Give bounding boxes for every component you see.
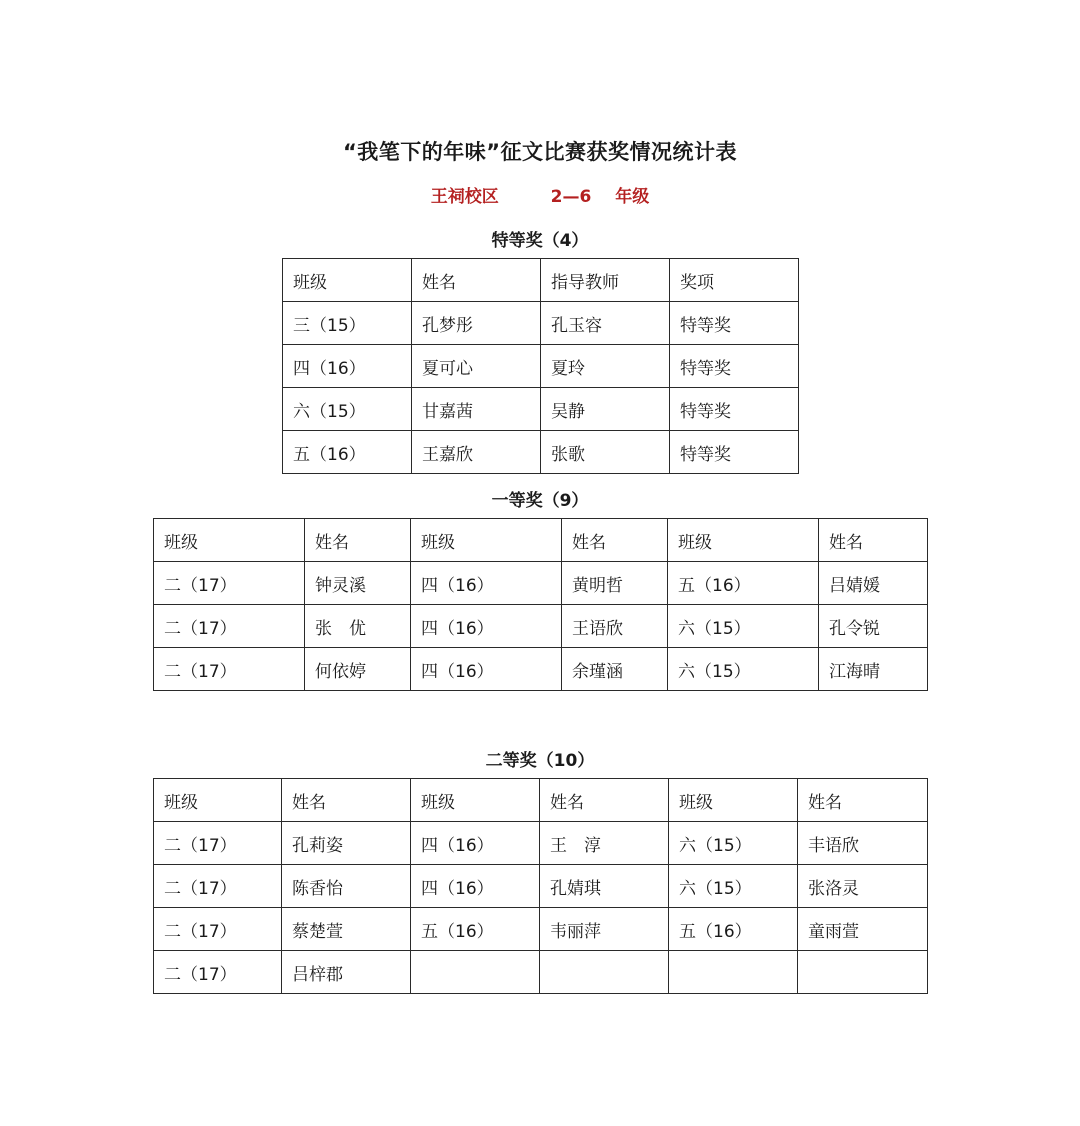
header-cell: 班级: [668, 519, 819, 562]
table-cell: 二（17）: [154, 648, 305, 691]
table-row: [154, 822, 928, 865]
header-cell: 姓名: [819, 519, 928, 562]
header-cell: 姓名: [562, 519, 668, 562]
table-cell: 特等奖: [670, 345, 799, 388]
table-cell: 特等奖: [670, 388, 799, 431]
table-cell: 六（15）: [283, 388, 412, 431]
table-cell: 孔梦彤: [412, 302, 541, 345]
header-cell: 班级: [154, 519, 305, 562]
table-cell: 王语欣: [562, 605, 668, 648]
table-cell: 二（17）: [154, 908, 282, 951]
header-cell: 姓名: [305, 519, 411, 562]
first-prize-heading: 一等奖（9）: [491, 491, 589, 511]
table-row: [283, 345, 799, 388]
table-cell: 四（16）: [411, 605, 562, 648]
table-cell: 张洛灵: [798, 865, 928, 908]
header-cell: 班级: [669, 779, 798, 822]
table-cell: 蔡楚萱: [282, 908, 411, 951]
table-header-row: [154, 779, 928, 822]
table-cell: 五（16）: [668, 562, 819, 605]
table-cell: 丰语欣: [798, 822, 928, 865]
table-cell: 二（17）: [154, 562, 305, 605]
grade-range-label: 2—6 年级: [550, 187, 650, 207]
table-cell: 余瑾涵: [562, 648, 668, 691]
table-cell: 黄明哲: [562, 562, 668, 605]
subtitle: [0, 182, 1080, 207]
table-cell: 五（16）: [283, 431, 412, 474]
table-cell: 三（15）: [283, 302, 412, 345]
table-row: [283, 431, 799, 474]
page-title: “我笔下的年味”征文比赛获奖情况统计表: [342, 140, 738, 164]
table-cell: 二（17）: [154, 865, 282, 908]
table-cell: 六（15）: [668, 648, 819, 691]
special-prize-heading: 特等奖（4）: [491, 231, 589, 251]
table-cell: 江海晴: [819, 648, 928, 691]
header-cell: 姓名: [798, 779, 928, 822]
table-row: [283, 388, 799, 431]
table-cell: 孔玉容: [541, 302, 670, 345]
special-prize-table: [282, 258, 799, 474]
table-cell: 六（15）: [668, 605, 819, 648]
table-cell: 四（16）: [411, 822, 540, 865]
table-cell: 四（16）: [411, 648, 562, 691]
table-cell: 夏玲: [541, 345, 670, 388]
table-cell: 六（15）: [669, 865, 798, 908]
table-cell: 甘嘉茜: [412, 388, 541, 431]
header-cell: 班级: [154, 779, 282, 822]
table-cell: 孔令锐: [819, 605, 928, 648]
table-cell: 特等奖: [670, 431, 799, 474]
table-cell: 何依婷: [305, 648, 411, 691]
table-row: [154, 951, 928, 994]
table-header-row: [283, 259, 799, 302]
table-cell: 夏可心: [412, 345, 541, 388]
table-cell: [411, 951, 540, 994]
header-cell: 班级: [283, 259, 412, 302]
table-cell: 二（17）: [154, 822, 282, 865]
table-cell: 陈香怡: [282, 865, 411, 908]
table-cell: 张歌: [541, 431, 670, 474]
table-cell: 二（17）: [154, 951, 282, 994]
table-cell: 王 淳: [540, 822, 669, 865]
header-cell: 班级: [411, 519, 562, 562]
table-cell: [540, 951, 669, 994]
second-prize-heading: 二等奖（10）: [485, 751, 595, 771]
table-cell: 王嘉欣: [412, 431, 541, 474]
header-cell: 奖项: [670, 259, 799, 302]
table-cell: 二（17）: [154, 605, 305, 648]
table-row: [283, 302, 799, 345]
table-cell: 五（16）: [669, 908, 798, 951]
table-cell: 张 优: [305, 605, 411, 648]
header-cell: 姓名: [540, 779, 669, 822]
table-cell: [669, 951, 798, 994]
table-cell: [798, 951, 928, 994]
header-cell: 姓名: [412, 259, 541, 302]
header-cell: 姓名: [282, 779, 411, 822]
table-cell: 四（16）: [283, 345, 412, 388]
table-row: [154, 562, 928, 605]
table-cell: 钟灵溪: [305, 562, 411, 605]
table-cell: 六（15）: [669, 822, 798, 865]
header-cell: 班级: [411, 779, 540, 822]
second-prize-table: [153, 778, 928, 994]
table-cell: 孔莉姿: [282, 822, 411, 865]
table-row: [154, 605, 928, 648]
table-cell: 吕梓郡: [282, 951, 411, 994]
table-cell: 孔婧琪: [540, 865, 669, 908]
table-cell: 四（16）: [411, 562, 562, 605]
table-cell: 特等奖: [670, 302, 799, 345]
table-cell: 童雨萱: [798, 908, 928, 951]
table-cell: 五（16）: [411, 908, 540, 951]
table-cell: 吕婧媛: [819, 562, 928, 605]
header-cell: 指导教师: [541, 259, 670, 302]
first-prize-table: [153, 518, 928, 691]
campus-label: 王祠校区: [430, 187, 499, 207]
table-cell: 四（16）: [411, 865, 540, 908]
table-cell: 韦丽萍: [540, 908, 669, 951]
table-header-row: [154, 519, 928, 562]
table-row: [154, 648, 928, 691]
table-cell: 吴静: [541, 388, 670, 431]
table-row: [154, 865, 928, 908]
table-row: [154, 908, 928, 951]
